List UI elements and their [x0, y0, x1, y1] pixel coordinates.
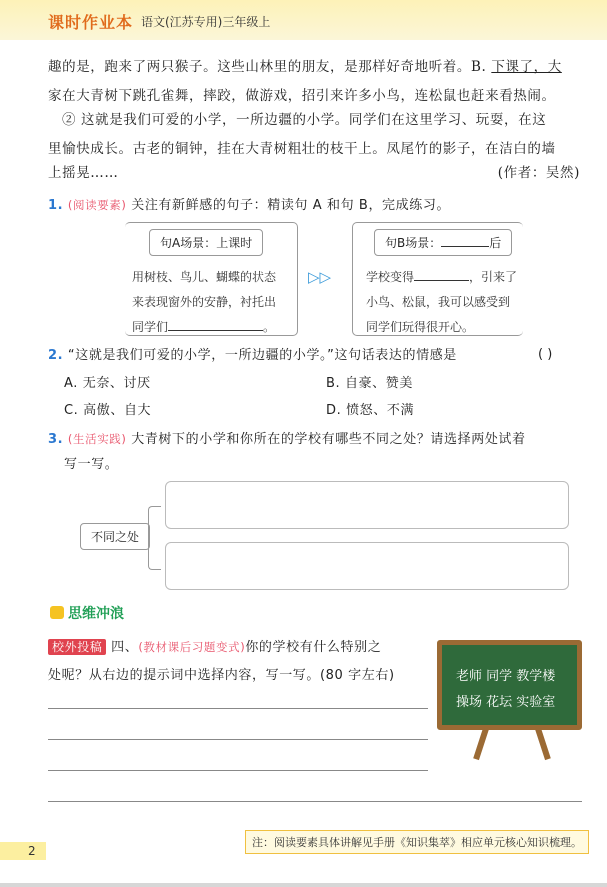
q1-a-line1: 用树枝、鸟儿、蝴蝶的状态 — [132, 270, 277, 284]
q1-b-title-text: 句B场景： — [385, 236, 442, 250]
q1-b-line2: 小鸟、松鼠，我可以感受到 — [366, 295, 511, 309]
q1-a-line2: 来表现窗外的安静，衬托出 — [132, 295, 277, 309]
q1-b-line1-end: ，引来了 — [469, 270, 518, 284]
q1-a-line3-text: 同学们 — [132, 320, 169, 334]
q1-a-blank[interactable] — [168, 330, 263, 331]
footnote: 注：阅读要素具体讲解见手册《知识集萃》相应单元核心知识梳理。 — [245, 830, 589, 854]
q3-tag: (生活实践) — [67, 432, 127, 446]
q2-option-b[interactable]: B. 自豪、赞美 — [326, 376, 413, 391]
board-leg-left — [473, 728, 489, 760]
q2-line — [48, 341, 583, 370]
q3-number: 3. — [48, 432, 64, 447]
q3-connector — [148, 506, 161, 570]
q1-line — [48, 191, 583, 220]
arrow-icon: ▷▷ — [308, 268, 332, 286]
q3-label: 不同之处 — [80, 523, 150, 550]
page-number: 2 — [0, 842, 46, 860]
q4-line1 — [48, 633, 438, 662]
q1-b-blank-1[interactable] — [441, 246, 489, 247]
q1-a-line3-end: 。 — [263, 320, 276, 334]
q2-answer-paren[interactable]: ( ) — [538, 347, 553, 362]
q3-line2: 写一写。 — [64, 457, 119, 472]
writing-line-4[interactable] — [48, 801, 582, 802]
q4-line2: 处呢？从右边的提示词中选择内容，写一写。(80 字左右) — [48, 668, 395, 683]
board-row-2: 操场 花坛 实验室 — [456, 695, 556, 710]
chalkboard — [437, 640, 582, 730]
q1-b-line1 — [366, 268, 517, 285]
q1-text: 关注有新鲜感的句子：精读句 A 和句 B，完成练习。 — [131, 198, 451, 213]
q1-b-blank-2[interactable] — [414, 280, 469, 281]
book-subtitle: 语文(江苏专用)三年级上 — [141, 15, 271, 29]
board-leg-right — [535, 728, 551, 760]
q3-answer-box-1[interactable] — [165, 481, 569, 529]
q1-b-line3: 同学们玩得很开心。 — [366, 320, 475, 334]
writing-line-1[interactable] — [48, 708, 428, 709]
passage-line-1 — [48, 53, 583, 82]
q4-number: 四、 — [111, 640, 139, 655]
writing-line-2[interactable] — [48, 739, 428, 740]
writing-line-3[interactable] — [48, 770, 428, 771]
passage-underlined: 下课了，大 — [491, 59, 562, 75]
bottom-band — [0, 883, 607, 887]
q4-tag: (教材课后习题变式) — [138, 640, 246, 654]
q2-option-c[interactable]: C. 高傲、自大 — [64, 403, 152, 418]
q1-a-line3 — [132, 318, 275, 335]
passage-author: (作者：吴然) — [497, 165, 580, 181]
passage-para2-line-3: 上摇晃…… — [48, 165, 119, 181]
wave-icon — [50, 606, 64, 619]
q2-text: “这就是我们可爱的小学，一所边疆的小学。”这句话表达的情感是 — [67, 348, 457, 363]
q1-a-title: 句A场景：上课时 — [149, 229, 263, 256]
q3-text1: 大青树下的小学和你所在的学校有哪些不同之处？请选择两处试着 — [131, 432, 526, 447]
board-row-1: 老师 同学 教学楼 — [456, 669, 556, 684]
q3-answer-box-2[interactable] — [165, 542, 569, 590]
q1-number: 1. — [48, 198, 64, 213]
passage-line-2: 家在大青树下跳孔雀舞，摔跤，做游戏，招引来许多小鸟，连松鼠也赶来看热闹。 — [48, 88, 556, 104]
q4-text1: 你的学校有什么特别之 — [245, 640, 382, 655]
book-title: 课时作业本 — [48, 13, 134, 32]
q2-option-a[interactable]: A. 无奈、讨厌 — [64, 376, 151, 391]
passage-para2-line-2: 里愉快成长。古老的铜钟，挂在大青树粗壮的枝干上。凤尾竹的影子，在洁白的墙 — [48, 141, 556, 157]
q1-b-title — [374, 229, 512, 256]
q1-b-title-end: 后 — [489, 236, 502, 250]
section-title: 思维冲浪 — [68, 606, 124, 622]
passage-para2-line-1: ② 这就是我们可爱的小学，一所边疆的小学。同学们在这里学习、玩耍，在这 — [62, 112, 547, 128]
passage-text: 趣的是，跑来了两只猴子。这些山林里的朋友，是那样好奇地听着。B. — [48, 59, 487, 75]
q2-option-d[interactable]: D. 愤怒、不满 — [326, 403, 415, 418]
q1-tag: (阅读要素) — [67, 198, 127, 212]
q4-badge: 校外投稿 — [48, 639, 106, 655]
q1-b-line1-text: 学校变得 — [366, 270, 415, 284]
q2-number: 2. — [48, 348, 64, 363]
